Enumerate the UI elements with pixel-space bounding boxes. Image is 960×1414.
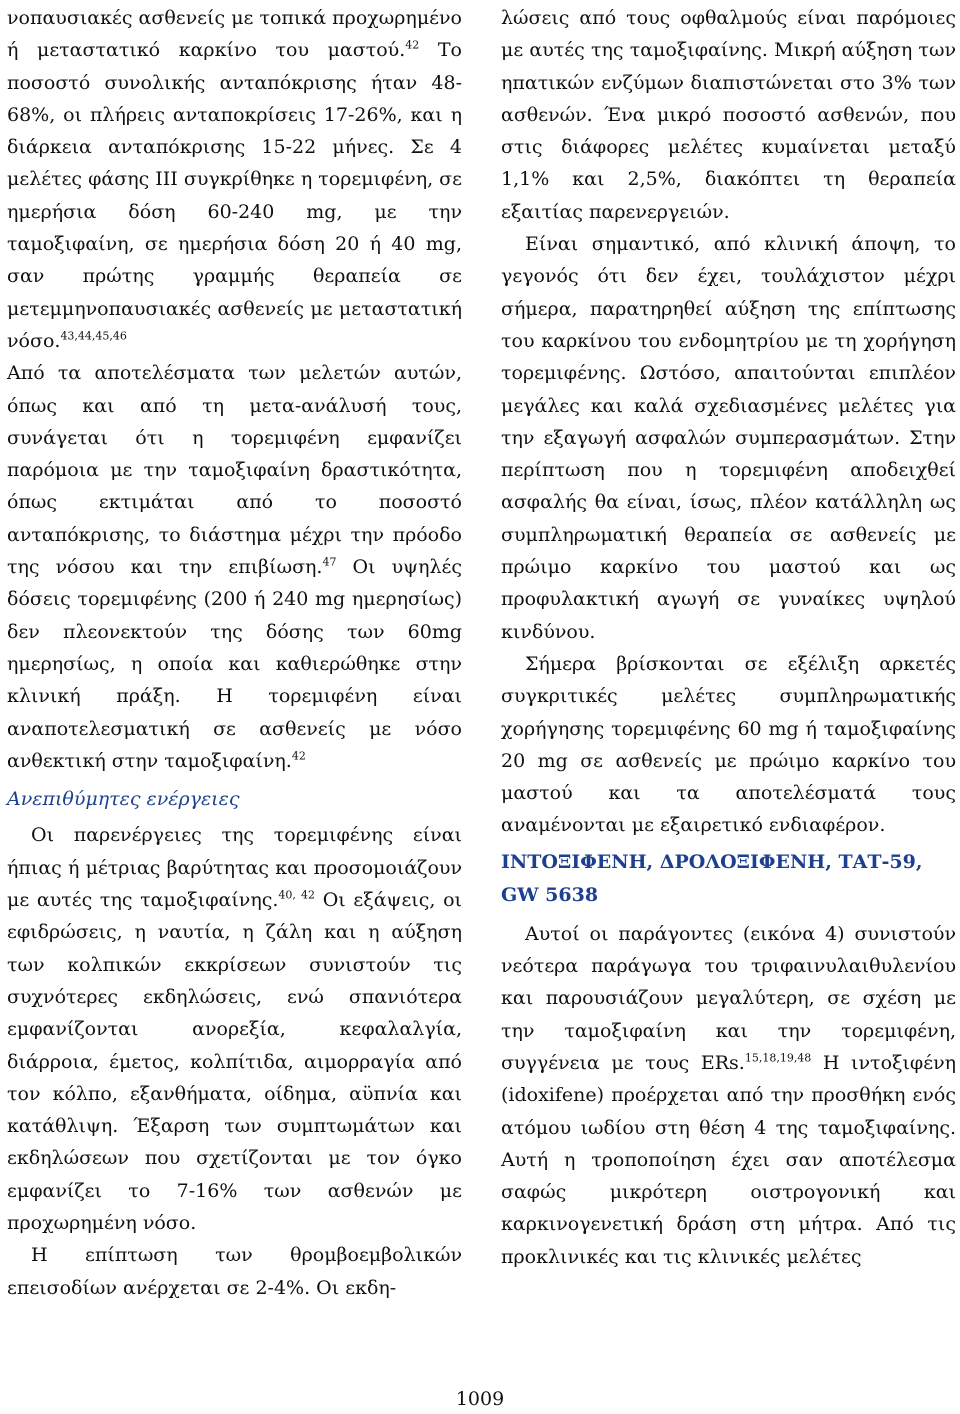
paragraph: Σήμερα βρίσκονται σε εξέλιξη αρκετές συγκριτικές μελέτες συμπληρωματικής χορήγησης τορεμιφένης 60 mg ή ταμοξιφαίνης 20 mg σε ασθενείς με πρώιμο καρκίνο του μαστού και τα αποτελέσματά τους αναμένονται με εξαιρετικό ενδιαφέρον. bbox=[501, 652, 956, 837]
citation-ref: 43,44,45,46 bbox=[60, 329, 127, 343]
paragraph: Από τα αποτελέσματα των μελετών αυτών, όπως και από τη μετα-ανάλυσή τους, συνάγεται ότι η τορεμιφένη εμφανίζει παρόμοια με την ταμοξιφαίνη δραστικότητα, όπως εκτιμάται από το ποσοστό ανταπόκρισης, το διάστημα μέχρι την πρόοδο της νόσου και την επιβίωση.$^{47}$ Οι υψηλές δόσεις τορεμιφένης (200 ή 240 mg ημερησίως) δεν πλεονεκτούν της δόσης των 60mg ημερησίως, η οποία και καθιερώθηκε στην κλινική πράξη. Η τορεμιφένη είναι αναποτελεσματική σε ασθενείς με νόσο ανθεκτική στην ταμοξιφαίνη.$^{42}$ bbox=[7, 362, 462, 772]
paragraph: Αυτοί οι παράγοντες (εικόνα 4) συνιστούν νεότερα παράγωγα του τριφαινυλαιθυλενίου και παρουσιάζουν μεγαλύτερη, σε σχέση με την ταμοξιφαίνη και την τορεμιφένη, συγγένεια με τους ERs.$^{15,18,19,48}$ Η ιντοξιφένη (idoxifene) προέρχεται από την προσθήκη ενός ατόμου ιωδίου στη θέση 4 της ταμοξιφαίνης. Αυτή η τροποποίηση έχει σαν αποτέλεσμα σαφώς μικρότερη οιστρογονική και καρκινογενετική δράση στη μήτρα. Από τις προκλινικές και τις κλινικές μελέτες bbox=[501, 922, 957, 1268]
paragraph: Είναι σημαντικό, από κλινική άποψη, το γεγονός ότι δεν έχει, τουλάχιστον μέχρι σήμερα, παρατηρηθεί αύξηση της επίπτωσης του καρκίνου του ενδομητρίου με τη χορήγηση τορεμιφένης. Ωστόσο, απαιτούνται επιπλέον μεγάλες και καλά σχεδιασμένες μελέτες για την εξαγωγή ασφαλών συμπερασμάτων. Στην περίπτωση που η τορεμιφένη αποδειχθεί ασφαλής θα είναι, ίσως, πλέον κατάλληλη ως συμπληρωματική θεραπεία σε ασθενείς με πρώιμο καρκίνο του μαστού και ως προφυλακτική αγωγή σε γυναίκες υψηλού κινδύνου. bbox=[501, 233, 956, 643]
paragraph: λώσεις από τους οφθαλμούς είναι παρόμοιες με αυτές της ταμοξιφαίνης. Μικρή αύξηση των ηπατικών ενζύμων διαπιστώνεται στο 3% των ασθενών. Ένα μικρό ποσοστό ασθενών, που στις διάφορες μελέτες κυμαίνεται μεταξύ 1,1% και 2,5%, διακόπτει τη θεραπεία εξαιτίας παρενεργειών. bbox=[501, 7, 956, 223]
citation-ref: 15,18,19,48 bbox=[744, 1051, 812, 1065]
paragraph: Οι παρενέργειες της τορεμιφένης είναι ήπιας ή μέτριας βαρύτητας και προσομοιάζουν με αυτές της ταμοξιφαίνης.$^{40, 42}$ Οι εξάψεις, οι εφιδρώσεις, η ναυτία, η ζάλη και η αύξηση των κολπικών εκκρίσεων συνιστούν τις συχνότερες εκδηλώσεις, ενώ σπανιότερα εμφανίζονται ανορεξία, κεφαλαλγία, διάρροια, έμετος, κολπίτιδα, αιμορραγία από τον κόλπο, εξανθήματα, οίδημα, αϋπνία και κατάθλιψη. Έξαρση των συμπτωμάτων και εκδηλώσεων που σχετίζονται με τον όγκο εμφανίζει το 7-16% των ασθενών με προχωρημένη νόσο. bbox=[7, 824, 462, 1234]
citation-ref: 42 bbox=[291, 749, 306, 763]
right-column bbox=[501, 2, 956, 1273]
paragraph: νοπαυσιακές ασθενείς με τοπικά προχωρημένο ή μεταστατικό καρκίνο του μαστού.$^{42}$ Το ποσοστό συνολικής ανταπόκρισης ήταν 48-68%, οι πλήρεις ανταποκρίσεις 17-26%, και η διάρκεια ανταπόκρισης 15-22 μήνες. Σε 4 μελέτες φάσης ΙΙΙ συγκρίθηκε η τορεμιφένη, σε ημερήσια δόση 60-240 mg, με την ταμοξιφαίνη, σε ημερήσια δόση 20 ή 40 mg, σαν πρώτης γραμμής θεραπεία σε μετεμμηνοπαυσιακές ασθενείς με μεταστατική νόσο.$^{43,44,45,46}$ bbox=[7, 7, 462, 352]
citation-ref: 42 bbox=[405, 38, 420, 52]
section-subheading: Ανεπιθύμητες ενέργειες bbox=[7, 788, 240, 811]
page-number: 1009 bbox=[455, 1388, 505, 1410]
citation-ref: 40, 42 bbox=[278, 888, 316, 902]
section-heading: ΙΝΤΟΞΙΦΕΝΗ, ΔΡΟΛΟΞΙΦΕΝΗ, ΤΑΤ-59, GW 5638 bbox=[501, 850, 923, 906]
paragraph: Η επίπτωση των θρομβοεμβολικών επεισοδίων ανέρχεται σε 2-4%. Οι εκδη- bbox=[7, 1244, 462, 1299]
citation-ref: 47 bbox=[322, 555, 337, 569]
left-column bbox=[7, 2, 462, 1304]
